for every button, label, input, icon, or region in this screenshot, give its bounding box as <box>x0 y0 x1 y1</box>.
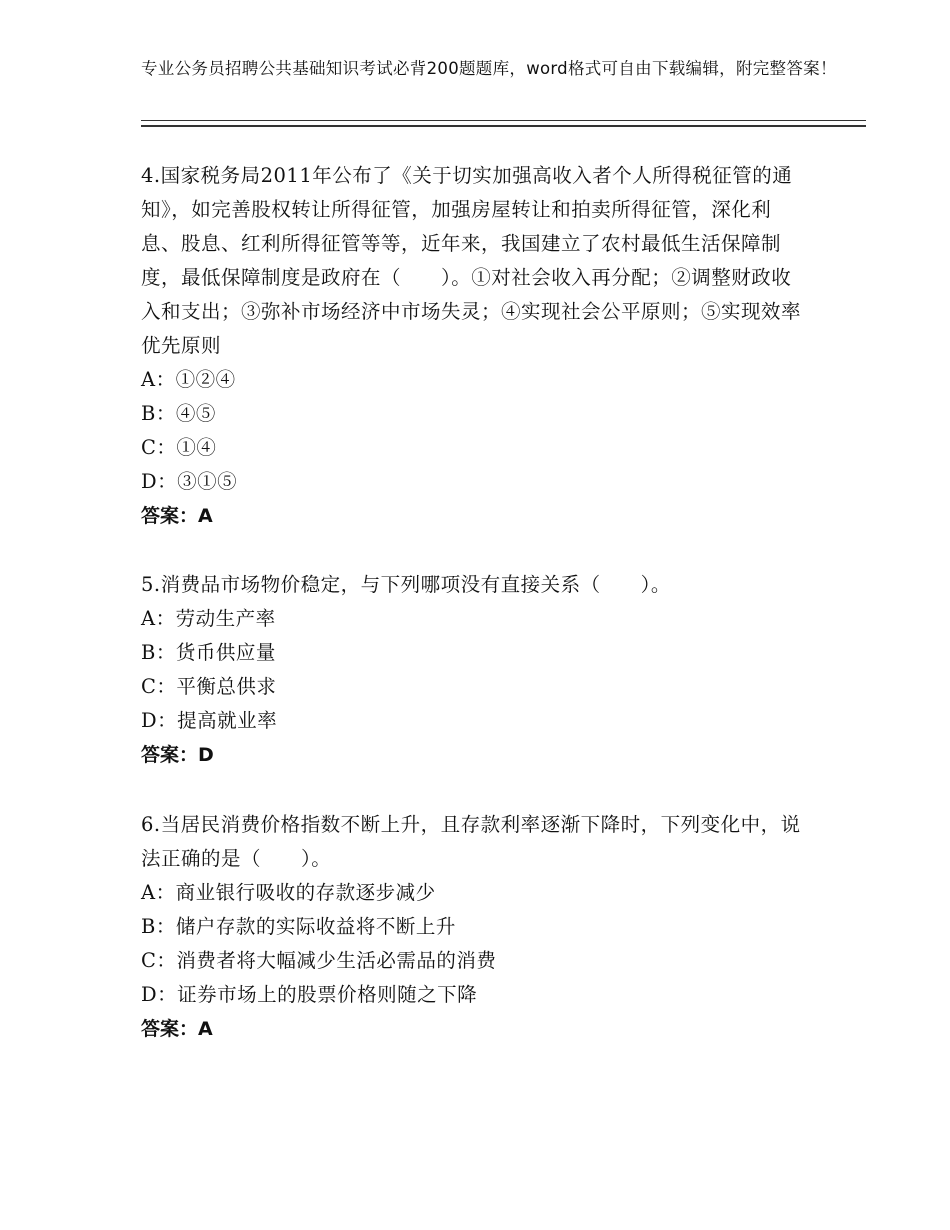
option-b: B：储户存款的实际收益将不断上升 <box>141 915 456 938</box>
option-c: C：①④ <box>141 436 217 459</box>
question-6 <box>141 808 811 1046</box>
question-stem: 5.消费品市场物价稳定，与下列哪项没有直接关系（ ）。 <box>141 573 671 596</box>
option-d: D：提高就业率 <box>141 709 278 732</box>
question-5 <box>141 568 811 772</box>
answer: 答案：A <box>141 505 213 527</box>
option-a: A：劳动生产率 <box>141 607 276 630</box>
option-c: C：消费者将大幅减少生活必需品的消费 <box>141 949 497 972</box>
question-4 <box>141 159 811 533</box>
option-d: D：证券市场上的股票价格则随之下降 <box>141 983 478 1006</box>
option-b: B：货币供应量 <box>141 641 276 664</box>
option-d: D：③①⑤ <box>141 470 238 493</box>
question-stem: 6.当居民消费价格指数不断上升，且存款利率逐渐下降时，下列变化中，说法正确的是（ ）。 <box>141 813 801 870</box>
header-divider <box>141 120 866 127</box>
answer: 答案：D <box>141 744 214 766</box>
answer: 答案：A <box>141 1018 213 1040</box>
option-b: B：④⑤ <box>141 402 216 425</box>
option-c: C：平衡总供求 <box>141 675 277 698</box>
option-a: A：①②④ <box>141 368 236 391</box>
option-a: A：商业银行吸收的存款逐步减少 <box>141 881 436 904</box>
question-stem: 4.国家税务局2011年公布了《关于切实加强高收入者个人所得税征管的通知》，如完善股权转让所得征管，加强房屋转让和拍卖所得征管，深化利息、股息、红利所得征管等等，近年来，我国建立了农村最低生活保障制度，最低保障制度是政府在（ ）。①对社会收入再分配；②调整财政收入和支出；③弥补市场经济中市场失灵；④实现社会公平原则；⑤实现效率优先原则 <box>141 164 802 357</box>
document-header: 专业公务员招聘公共基础知识考试必背200题题库，word格式可自由下载编辑，附完整答案！ <box>141 59 837 78</box>
